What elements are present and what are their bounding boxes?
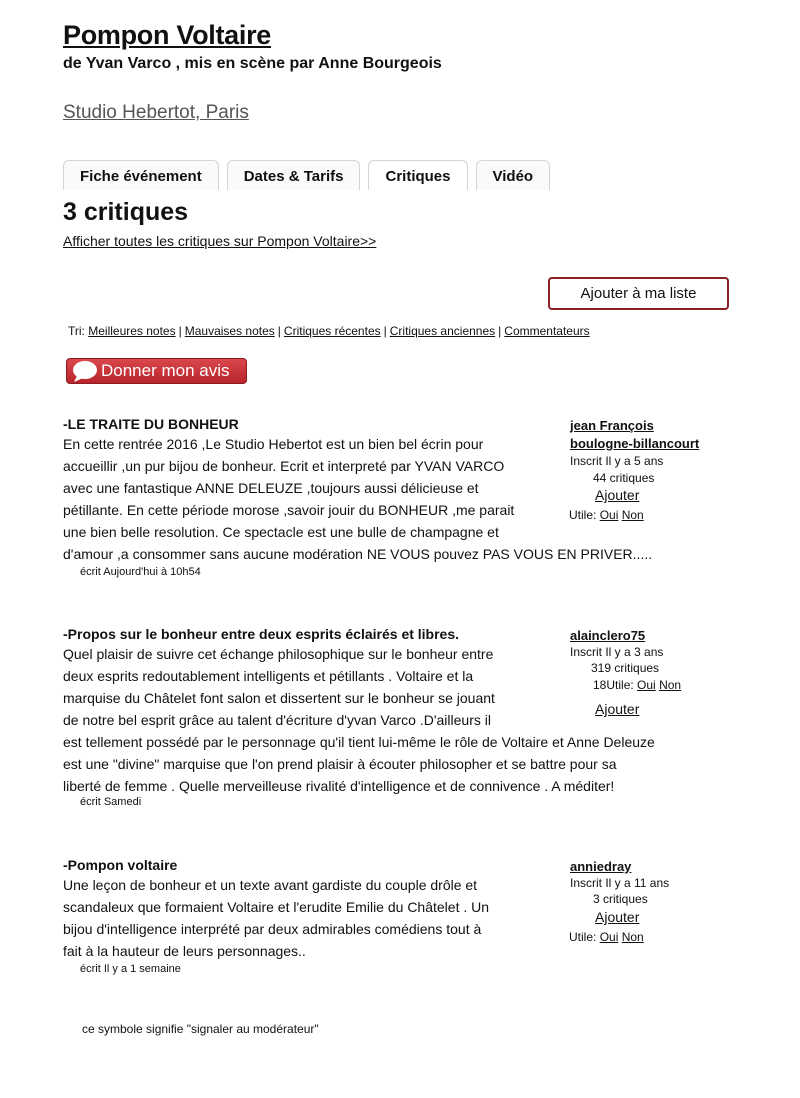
event-title[interactable]: Pompon Voltaire [63, 20, 272, 50]
useful-vote [569, 930, 644, 944]
follow-author-link[interactable]: Ajouter [595, 487, 640, 503]
author-registered: Inscrit Il y a 11 ans [570, 876, 670, 890]
author-location[interactable]: boulogne-billancourt [570, 436, 700, 451]
review-line: marquise du Châtelet font salon et dissertent sur le bonheur se jouant [63, 690, 495, 706]
review-line: une bien belle resolution. Ce spectacle est une bulle de champagne et [63, 524, 499, 540]
review-line: d'amour ,a consommer sans aucune modération NE VOUS pouvez PAS VOUS EN PRIVER..... [63, 546, 653, 562]
useful-vote [569, 508, 644, 522]
sort-bar: Tri: Meilleures notes | Mauvaises notes | Critiques récentes | Critiques anciennes | Commentateurs [68, 324, 590, 338]
useful-vote [593, 678, 681, 692]
useful-label: Utile: [569, 508, 597, 522]
review-count: 3 critiques [63, 198, 189, 226]
author-critiques-count: 44 critiques [593, 471, 655, 485]
tab-bar [63, 160, 550, 190]
review-date: écrit Aujourd'hui à 10h54 [80, 566, 201, 578]
give-opinion-label: Donner mon avis [101, 361, 230, 380]
review-line: Quel plaisir de suivre cet échange philosophique sur le bonheur entre [63, 646, 494, 662]
useful-label: Utile: [606, 678, 634, 692]
author-critiques-count: 3 critiques [593, 892, 648, 906]
useful-no-link[interactable]: Non [621, 930, 644, 944]
speech-bubble-icon [67, 359, 101, 383]
sort-oldest[interactable]: Critiques anciennes [389, 324, 496, 338]
useful-yes-link[interactable]: Oui [637, 678, 656, 692]
review-line: est une "divine" marquise que l'on prend plaisir à écouter philosopher et se battre pour sa [63, 756, 617, 772]
give-opinion-button[interactable] [66, 358, 247, 384]
review-line: de notre bel esprit grâce au talent d'écriture d'yvan Varco .D'ailleurs il [63, 712, 491, 728]
review-date: écrit Il y a 1 semaine [80, 963, 181, 975]
useful-count: 18 [593, 678, 607, 692]
review-line: est tellement possédé par le personnage qu'il tient lui-même le rôle de Voltaire et Anne Deleuze [63, 734, 655, 750]
author-critiques-count: 319 critiques [591, 661, 660, 675]
useful-yes-link[interactable]: Oui [599, 930, 619, 944]
author-link[interactable]: alainclero75 [570, 628, 646, 643]
review-line: Une leçon de bonheur et un texte avant gardiste du couple drôle et [63, 877, 478, 893]
author-link[interactable]: jean François [570, 418, 654, 433]
useful-label: Utile: [569, 930, 597, 944]
review-line: pétillante. En cette période morose ,savoir jouir du BONHEUR ,me parait [63, 502, 515, 518]
useful-no-link[interactable]: Non [621, 508, 644, 522]
review-body [63, 433, 743, 565]
sort-recent[interactable]: Critiques récentes [283, 324, 381, 338]
venue-link[interactable]: Studio Hebertot, Paris [63, 102, 249, 123]
tab-critiques[interactable]: Critiques [368, 160, 467, 190]
review-line: scandaleux que formaient Voltaire et l'erudite Emilie du Châtelet . Un [63, 899, 490, 915]
author-registered: Inscrit Il y a 5 ans [570, 454, 664, 468]
follow-author-link[interactable]: Ajouter [595, 909, 640, 925]
all-reviews-link[interactable]: Afficher toutes les critiques sur Pompon Voltaire>> [63, 233, 377, 249]
report-symbol-note: ce symbole signifie "signaler au modérateur" [82, 1022, 319, 1036]
review-line: fait à la hauteur de leurs personnages.. [63, 943, 306, 959]
author-registered: Inscrit Il y a 3 ans [570, 645, 664, 659]
sort-worst[interactable]: Mauvaises notes [184, 324, 275, 338]
useful-no-link[interactable]: Non [659, 678, 682, 692]
sort-best[interactable]: Meilleures notes [88, 324, 176, 338]
review-line: accueillir ,un pur bijou de bonheur. Ecrit et interpreté par YVAN VARCO [63, 458, 505, 474]
tab-dates-tarifs[interactable]: Dates & Tarifs [227, 160, 361, 190]
review-line: avec une fantastique ANNE DELEUZE ,toujours aussi délicieuse et [63, 480, 479, 496]
useful-yes-link[interactable]: Oui [599, 508, 619, 522]
sort-commenters[interactable]: Commentateurs [504, 324, 590, 338]
follow-author-link[interactable]: Ajouter [595, 701, 640, 717]
review-title: -Pompon voltaire [63, 857, 178, 873]
review-line: liberté de femme . Quelle merveilleuse rivalité d'intelligence et de connivence . A méditer! [63, 778, 615, 794]
review-line: En cette rentrée 2016 ,Le Studio Hebertot est un bien bel écrin pour [63, 436, 484, 452]
event-subtitle: de Yvan Varco , mis en scène par Anne Bourgeois [63, 55, 442, 72]
author-link[interactable]: anniedray [570, 859, 632, 874]
sort-label: Tri: [68, 324, 85, 338]
review-title: -Propos sur le bonheur entre deux esprits éclairés et libres. [63, 626, 460, 642]
review-line: deux esprits redoutablement intelligents et pétillants . Voltaire et la [63, 668, 474, 684]
review-body [63, 874, 553, 962]
review-line: bijou d'intelligence interprété par deux admirables comédiens tout à [63, 921, 482, 937]
review-date: écrit Samedi [80, 796, 142, 808]
tab-video[interactable]: Vidéo [476, 160, 551, 190]
review-title: -LE TRAITE DU BONHEUR [63, 416, 239, 432]
add-to-list-button[interactable]: Ajouter à ma liste [548, 277, 729, 310]
tab-fiche-evenement[interactable]: Fiche événement [63, 160, 219, 190]
